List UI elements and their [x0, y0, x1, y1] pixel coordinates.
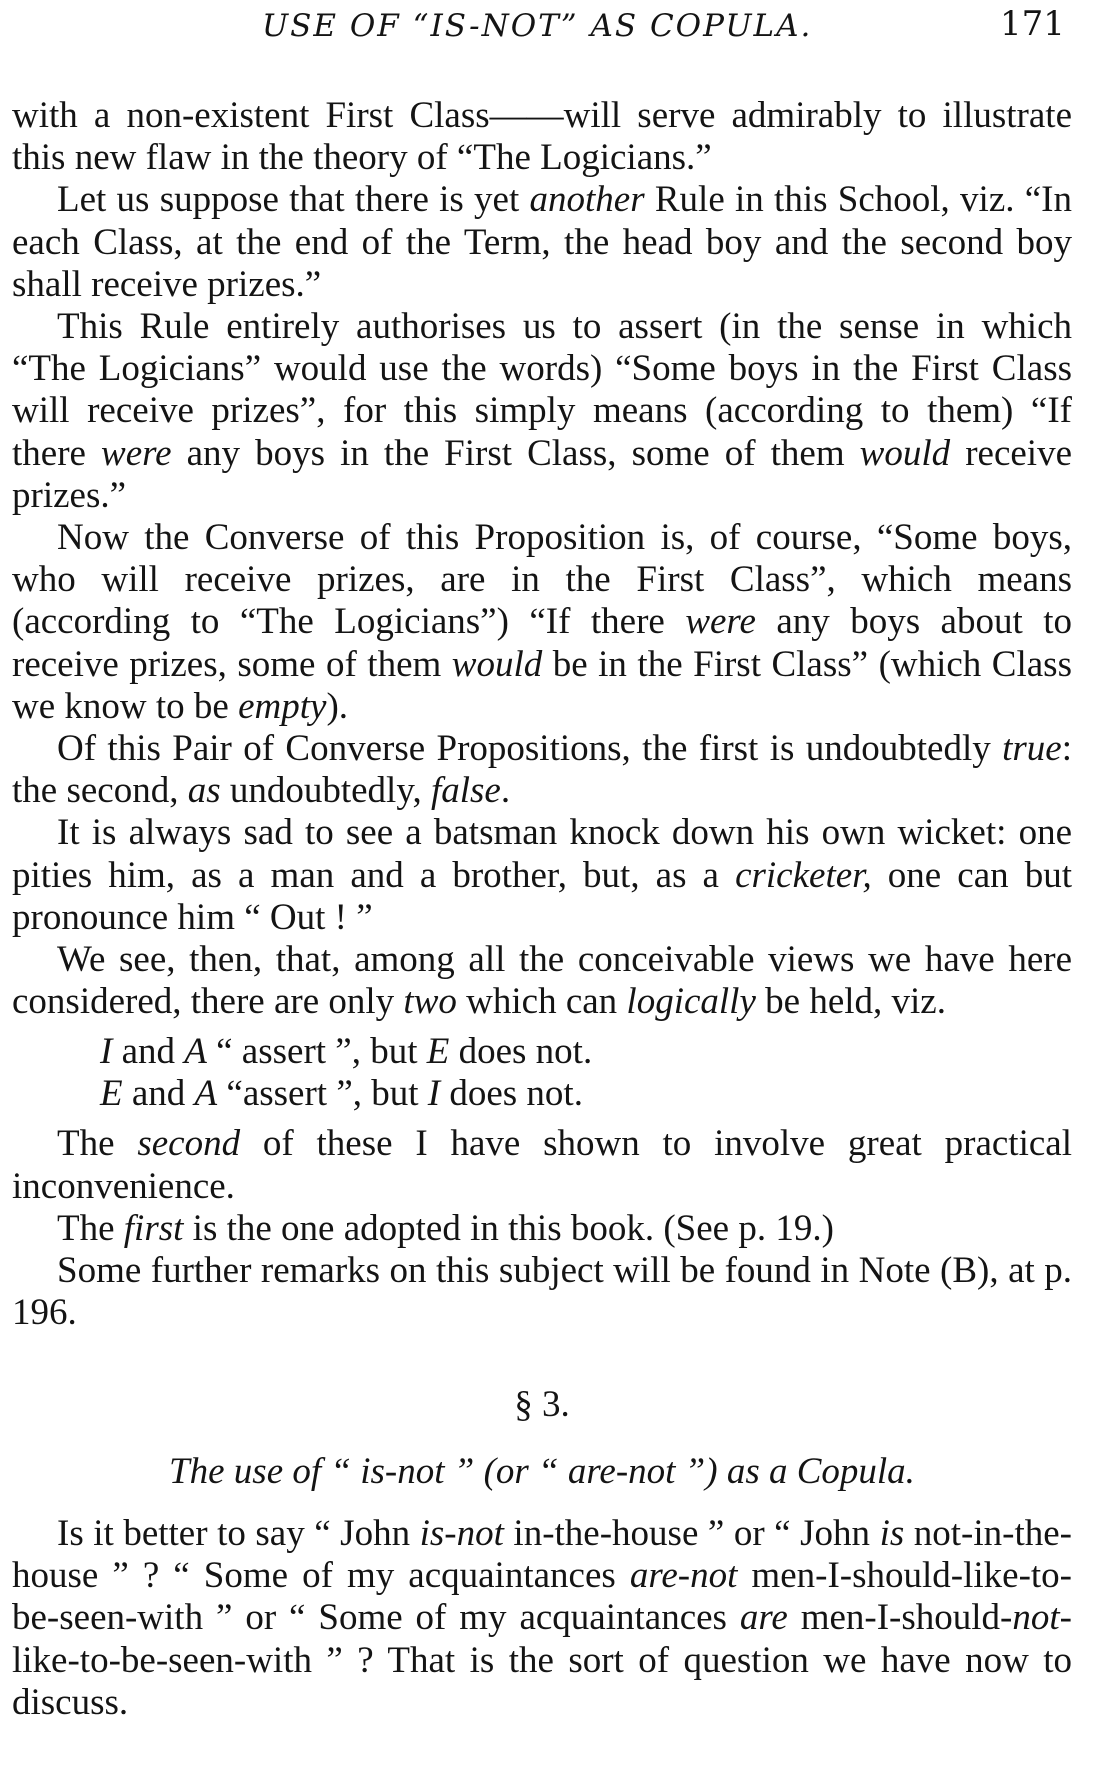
paragraph-11: Is it better to say “ John is-not in-the-house ” or “ John is not-in-the-house ” ? “ Some of my acquaintances are-not men-I-should-like-to-be-seen-with ” or “ Some of my acquaintances are men-I-should-not-like-to-be-seen-with ” ? That is the sort of question we have now to discuss.: [12, 1512, 1073, 1723]
paragraph-4: Now the Converse of this Proposition is, of course, “Some boys, who will receive prizes, are in the First Class”, which means (according to “The Logicians”) “If there were any boys about to receive prizes, some of them would be in the First Class” (which Class we know to be empty).: [12, 517, 1072, 727]
paragraph-6: It is always sad to see a batsman knock down his own wicket: one pities him, as a man and a brother, but, as a cricketer, one can but pronounce him “ Out ! ”: [12, 812, 1073, 938]
page-body: [12, 95, 1072, 1724]
example-line-2: E and A “assert ”, but I does not.: [100, 1073, 583, 1115]
paragraph-8: The second of these I have shown to involve great practical inconvenience.: [12, 1123, 1072, 1207]
paragraph-1: with a non-existent First Class——will serve admirably to illustrate this new flaw in the theory of “The Logicians.”: [12, 95, 1072, 179]
paragraph-2: Let us suppose that there is yet another Rule in this School, viz. “In each Class, at the end of the Term, the head boy and the second boy shall receive prizes.”: [12, 179, 1072, 305]
paragraph-5: Of this Pair of Converse Propositions, the first is undoubtedly true: the second, as undoubtedly, false.: [12, 728, 1072, 812]
running-header: [0, 4, 1093, 54]
paragraph-3: This Rule entirely authorises us to assert (in the sense in which “The Logicians” would use the words) “Some boys in the First Class will receive prizes”, for this simply means (according to them) “If there were any boys in the First Class, some of them would receive prizes.”: [12, 306, 1072, 516]
section-number: § 3.: [514, 1384, 570, 1426]
page-number: 171: [1000, 4, 1065, 44]
paragraph-7: We see, then, that, among all the conceivable views we have here considered, there are only two which can logically be held, viz.: [12, 939, 1072, 1023]
example-line-1: I and A “ assert ”, but E does not.: [100, 1031, 593, 1073]
paragraph-9: The first is the one adopted in this book. (See p. 19.): [57, 1207, 834, 1249]
running-title: USE OF “IS-NOT” AS COPULA.: [262, 8, 813, 44]
section-title: The use of “ is-not ” (or “ are-not ”) as a Copula.: [169, 1450, 915, 1492]
paragraph-10: Some further remarks on this subject will be found in Note (B), at p. 196.: [12, 1250, 1072, 1334]
example-list: [100, 1031, 1072, 1115]
